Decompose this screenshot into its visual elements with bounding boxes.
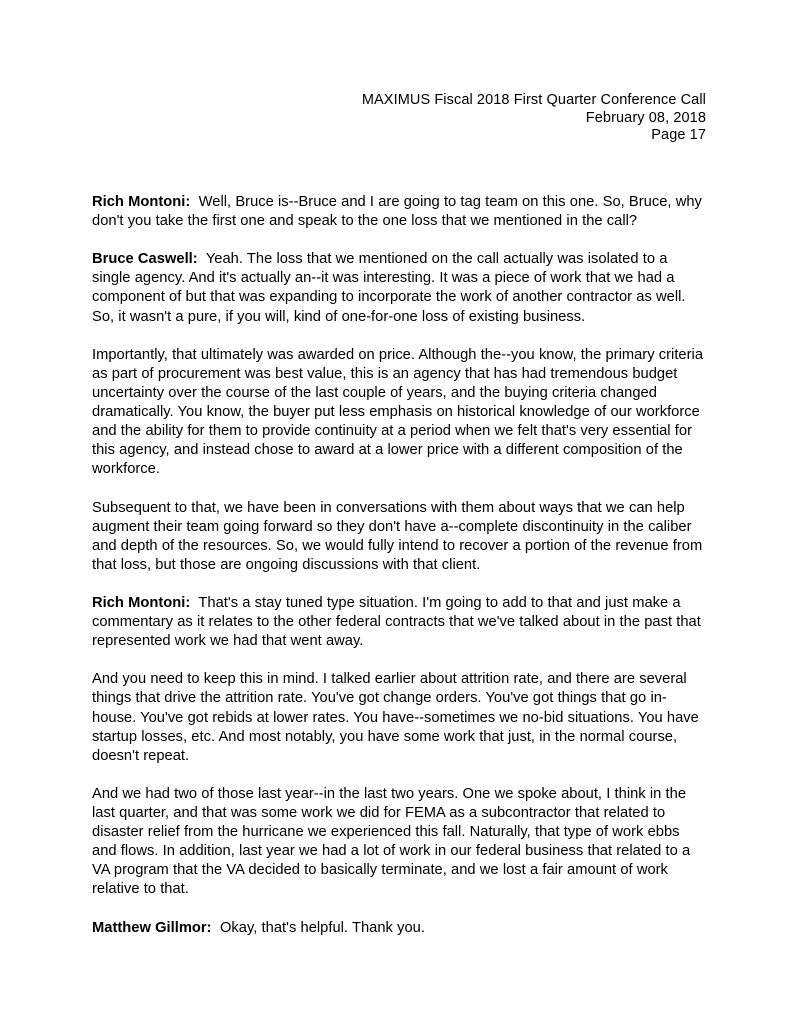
paragraph-text: And you need to keep this in mind. I talked earlier about attrition rate, and there are several things that drive the attrition rate. You've got change orders. You've got things that go in-house. You've got rebids at lower rates. You have--sometimes we no-bid situations. You have startup losses, etc. And most notably, you have some work that just, in the normal course, doesn't repeat.: [92, 671, 699, 764]
header-page-number: Page 17: [651, 127, 706, 143]
paragraph-text: Yeah. The loss that we mentioned on the call actually was isolated to a single agency. And it's actually an--it was interesting. It was a piece of work that we had a component of but that was expanding to incorporate the work of another contractor as well. So, it wasn't a pure, if you will, kind of one-for-one loss of existing business.: [92, 251, 686, 325]
transcript-body: [92, 193, 706, 938]
transcript-paragraph: [92, 670, 706, 765]
transcript-paragraph: [92, 193, 706, 231]
speaker-name: Matthew Gillmor:: [92, 919, 212, 936]
transcript-paragraph: [92, 250, 706, 326]
paragraph-text: Well, Bruce is--Bruce and I are going to tag team on this one. So, Bruce, why don't you take the first one and speak to the one loss that we mentioned in the call?: [92, 194, 702, 230]
speaker-gap: [212, 920, 220, 936]
header-date: February 08, 2018: [585, 109, 706, 126]
transcript-paragraph: [92, 594, 706, 651]
page-header: [92, 92, 706, 145]
speaker-name: Rich Montoni:: [92, 194, 191, 210]
transcript-paragraph: [92, 346, 706, 480]
paragraph-text: Importantly, that ultimately was awarded on price. Although the--you know, the primary criteria as part of procurement was best value, this is an agency that has had tremendous budget uncertainty over the course of the last couple of years, and the buying criteria changed dramatically. You know, the buyer put less emphasis on historical knowledge of our workforce and the ability for them to provide continuity at a period when we felt that's very essential for this agency, and instead chose to award at a lower price with a different composition of the workforce.: [92, 346, 704, 478]
transcript-paragraph: [92, 919, 706, 938]
header-title: MAXIMUS Fiscal 2018 First Quarter Conference Call: [361, 92, 706, 108]
paragraph-text: Subsequent to that, we have been in conversations with them about ways that we can help augment their team going forward so they don't have a--complete discontinuity in the caliber and depth of the resources. So, we would fully intend to recover a portion of the revenue from that loss, but those are ongoing discussions with that client.: [92, 499, 703, 573]
transcript-paragraph: [92, 499, 706, 575]
speaker-gap: [190, 194, 198, 210]
transcript-paragraph: [92, 785, 706, 900]
paragraph-text: And we had two of those last year--in the last two years. One we spoke about, I think in the last quarter, and that was some work we did for FEMA as a subcontractor that related to disaster relief from the hurricane we experienced this fall. Naturally, that type of work ebbs and flows. In addition, last year we had a lot of work in our federal business that related to a VA program that the VA decided to basically terminate, and we lost a fair amount of work relative to that.: [92, 785, 691, 898]
speaker-name: Bruce Caswell:: [92, 251, 198, 268]
speaker-name: Rich Montoni:: [92, 594, 191, 611]
paragraph-text: Okay, that's helpful. Thank you.: [219, 919, 425, 936]
paragraph-text: That's a stay tuned type situation. I'm going to add to that and just make a commentary as it relates to the other federal contracts that we've talked about in the past that represented work we had that went away.: [92, 594, 701, 650]
speaker-gap: [198, 251, 206, 267]
